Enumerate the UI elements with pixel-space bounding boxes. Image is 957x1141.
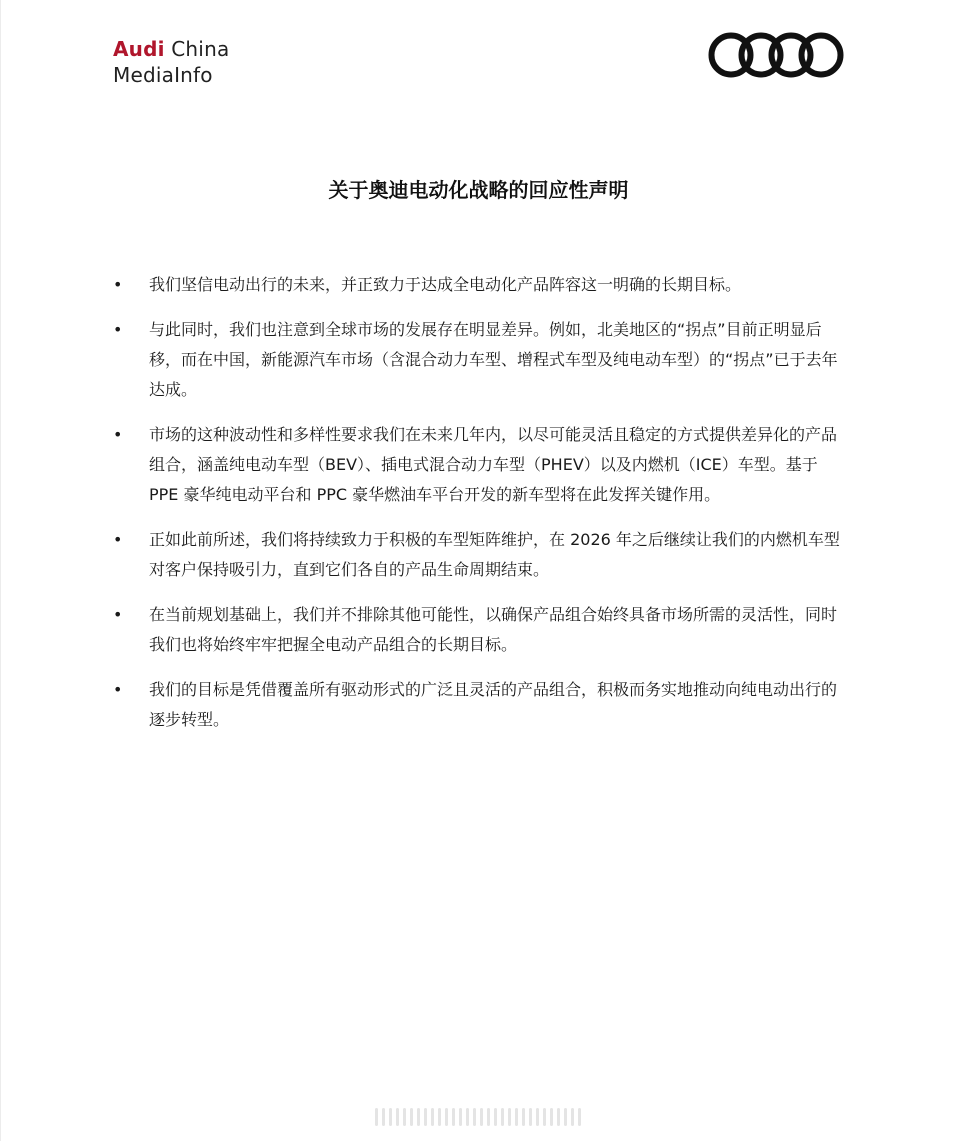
- scroll-tick: [522, 1108, 525, 1126]
- scroll-tick: [389, 1108, 392, 1126]
- list-item-text: 我们的目标是凭借覆盖所有驱动形式的广泛且灵活的产品组合，积极而务实地推动向纯电动出行的逐步转型。: [149, 680, 838, 729]
- bullet-icon: •: [113, 275, 123, 294]
- scroll-tick: [452, 1108, 455, 1126]
- list-item-text: 市场的这种波动性和多样性要求我们在未来几年内，以尽可能灵活且稳定的方式提供差异化的产品组合，涵盖纯电动车型（BEV）、插电式混合动力车型（PHEV）以及内燃机（ICE）车型。基于 PPE 豪华纯电动平台和 PPC 豪华燃油车平台开发的新车型将在此发挥关键作用。: [149, 425, 838, 504]
- audi-rings-icon: [708, 30, 844, 80]
- scroll-tick: [473, 1108, 476, 1126]
- document-title: 关于奥迪电动化战略的回应性声明: [328, 178, 629, 202]
- scroll-tick: [438, 1108, 441, 1126]
- scroll-tick: [557, 1108, 560, 1126]
- scroll-tick: [529, 1108, 532, 1126]
- scroll-tick: [578, 1108, 581, 1126]
- bullet-icon: •: [113, 320, 123, 339]
- scroll-tick: [515, 1108, 518, 1126]
- scroll-tick: [382, 1108, 385, 1126]
- scroll-tick: [487, 1108, 490, 1126]
- scroll-tick: [501, 1108, 504, 1126]
- scroll-tick: [536, 1108, 539, 1126]
- scroll-tick: [480, 1108, 483, 1126]
- bullet-icon: •: [113, 530, 123, 549]
- scroll-tick: [459, 1108, 462, 1126]
- list-item: [113, 315, 843, 405]
- list-item-text: 我们坚信电动出行的未来，并正致力于达成全电动化产品阵容这一明确的长期目标。: [149, 275, 742, 294]
- scroll-tick: [403, 1108, 406, 1126]
- brand-line-1: [113, 36, 229, 62]
- scroll-tick: [417, 1108, 420, 1126]
- scroll-tick: [424, 1108, 427, 1126]
- list-item-text: 与此同时，我们也注意到全球市场的发展存在明显差异。例如，北美地区的“拐点”目前正明显后移，而在中国，新能源汽车市场（含混合动力车型、增程式车型及纯电动车型）的“拐点”已于去年达成。: [149, 320, 838, 399]
- scroll-tick: [396, 1108, 399, 1126]
- scroll-tick: [564, 1108, 567, 1126]
- list-item: [113, 600, 843, 660]
- scroll-tick: [494, 1108, 497, 1126]
- statement-list: [113, 270, 843, 750]
- brand-audi: Audi: [113, 37, 165, 61]
- brand-mediainfo: MediaInfo: [113, 63, 213, 87]
- brand-china: China: [171, 37, 230, 61]
- bullet-icon: •: [113, 605, 123, 624]
- scroll-tick: [410, 1108, 413, 1126]
- list-item-text: 在当前规划基础上，我们并不排除其他可能性，以确保产品组合始终具备市场所需的灵活性，同时我们也将始终牢牢把握全电动产品组合的长期目标。: [149, 605, 838, 654]
- brand-wordmark: [113, 36, 229, 88]
- list-item: [113, 525, 843, 585]
- list-item: [113, 270, 843, 300]
- list-item: [113, 675, 843, 735]
- scroll-tick: [445, 1108, 448, 1126]
- scroll-tick: [571, 1108, 574, 1126]
- scroll-tick: [466, 1108, 469, 1126]
- list-item-text: 正如此前所述，我们将持续致力于积极的车型矩阵维护，在 2026 年之后继续让我们的内燃机车型对客户保持吸引力，直到它们各自的产品生命周期结束。: [149, 530, 840, 579]
- scroll-tick: [508, 1108, 511, 1126]
- scroll-tick: [375, 1108, 378, 1126]
- bullet-icon: •: [113, 425, 123, 444]
- list-item: [113, 420, 843, 510]
- scroll-tick: [550, 1108, 553, 1126]
- bullet-icon: •: [113, 680, 123, 699]
- scroll-handle[interactable]: [375, 1104, 581, 1130]
- scroll-tick: [543, 1108, 546, 1126]
- scroll-tick: [431, 1108, 434, 1126]
